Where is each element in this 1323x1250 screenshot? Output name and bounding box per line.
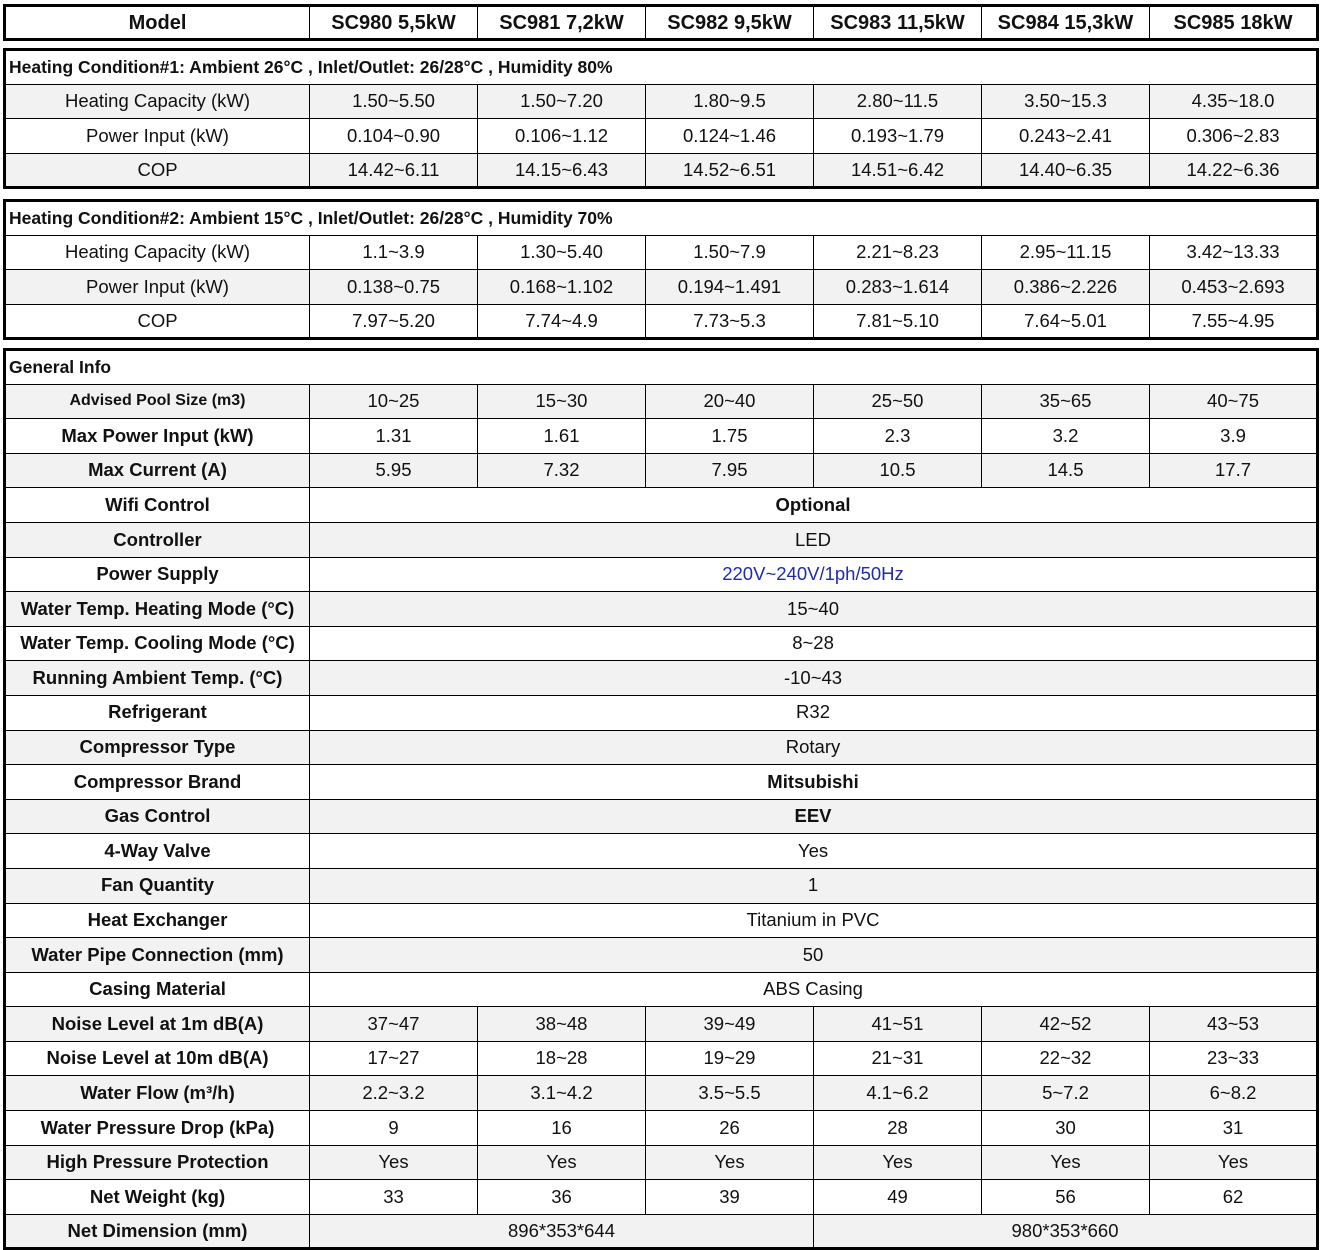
table-row (5, 304, 1318, 339)
cell: 49 (814, 1180, 982, 1215)
cell: 1.75 (646, 419, 814, 454)
row-label: Net Weight (kg) (5, 1180, 310, 1215)
table-row (5, 153, 1318, 188)
cell: 1 (310, 868, 1318, 903)
cell: Yes (310, 834, 1318, 869)
cell: 37~47 (310, 1007, 478, 1042)
cell: 56 (982, 1180, 1150, 1215)
cell: 33 (310, 1180, 478, 1215)
row-label: Power Input (kW) (5, 270, 310, 305)
table-row (5, 938, 1318, 973)
table-row (5, 557, 1318, 592)
cell: EEV (310, 799, 1318, 834)
cell: 5.95 (310, 453, 478, 488)
cell: -10~43 (310, 661, 1318, 696)
cell: 3.2 (982, 419, 1150, 454)
table-row (5, 488, 1318, 523)
general-info-title: General Info (5, 350, 1318, 385)
model-header-row (5, 6, 1318, 40)
row-label: Heating Capacity (kW) (5, 235, 310, 270)
heating-condition-2-table (3, 199, 1319, 340)
cell: LED (310, 522, 1318, 557)
cell: 2.80~11.5 (814, 84, 982, 119)
cell: 1.1~3.9 (310, 235, 478, 270)
row-label: Power Supply (5, 557, 310, 592)
row-label: Noise Level at 10m dB(A) (5, 1041, 310, 1076)
cell: 896*353*644 (310, 1214, 814, 1249)
cell: 10.5 (814, 453, 982, 488)
cell: 20~40 (646, 384, 814, 419)
cell: Yes (646, 1145, 814, 1180)
row-label: 4-Way Valve (5, 834, 310, 869)
section-title-row (5, 50, 1318, 85)
cell: 0.386~2.226 (982, 270, 1150, 305)
cell: 25~50 (814, 384, 982, 419)
cell: 14.42~6.11 (310, 153, 478, 188)
cell: 30 (982, 1111, 1150, 1146)
row-label: COP (5, 304, 310, 339)
table-row (5, 235, 1318, 270)
model-header-table (3, 4, 1319, 41)
cell: 1.61 (478, 419, 646, 454)
cell: 1.80~9.5 (646, 84, 814, 119)
cell: 5~7.2 (982, 1076, 1150, 1111)
table-row (5, 592, 1318, 627)
cell: Yes (982, 1145, 1150, 1180)
cell: 1.50~5.50 (310, 84, 478, 119)
cell: 0.104~0.90 (310, 119, 478, 154)
row-label: Running Ambient Temp. (°C) (5, 661, 310, 696)
cell: 3.1~4.2 (478, 1076, 646, 1111)
table-row (5, 1007, 1318, 1042)
cell: 6~8.2 (1150, 1076, 1318, 1111)
table-row (5, 1041, 1318, 1076)
table-row (5, 522, 1318, 557)
cell: 3.50~15.3 (982, 84, 1150, 119)
cell: 38~48 (478, 1007, 646, 1042)
section-title-row (5, 201, 1318, 236)
cell: 0.194~1.491 (646, 270, 814, 305)
cell: 7.74~4.9 (478, 304, 646, 339)
cell: 21~31 (814, 1041, 982, 1076)
cell: 3.42~13.33 (1150, 235, 1318, 270)
row-label: High Pressure Protection (5, 1145, 310, 1180)
cell: 14.51~6.42 (814, 153, 982, 188)
cell: 15~40 (310, 592, 1318, 627)
cell: 43~53 (1150, 1007, 1318, 1042)
table-row (5, 1145, 1318, 1180)
cell: 36 (478, 1180, 646, 1215)
row-label: Refrigerant (5, 695, 310, 730)
cell: Yes (1150, 1145, 1318, 1180)
cell: 7.32 (478, 453, 646, 488)
row-label: Heating Capacity (kW) (5, 84, 310, 119)
cell: 2.21~8.23 (814, 235, 982, 270)
model-name: SC985 18kW (1150, 6, 1318, 40)
cell: 14.15~6.43 (478, 153, 646, 188)
section-title-row (5, 350, 1318, 385)
model-name: SC982 9,5kW (646, 6, 814, 40)
cell: 14.5 (982, 453, 1150, 488)
row-label: Water Temp. Cooling Mode (°C) (5, 626, 310, 661)
cell: 0.243~2.41 (982, 119, 1150, 154)
cell: 7.97~5.20 (310, 304, 478, 339)
table-row (5, 419, 1318, 454)
cell: 2.3 (814, 419, 982, 454)
row-label: Power Input (kW) (5, 119, 310, 154)
cell: 1.31 (310, 419, 478, 454)
row-label: Noise Level at 1m dB(A) (5, 1007, 310, 1042)
cell: 7.55~4.95 (1150, 304, 1318, 339)
row-label: Water Pressure Drop (kPa) (5, 1111, 310, 1146)
cell: 40~75 (1150, 384, 1318, 419)
cell: 14.52~6.51 (646, 153, 814, 188)
cell: 19~29 (646, 1041, 814, 1076)
table-row (5, 1111, 1318, 1146)
row-label: Casing Material (5, 972, 310, 1007)
cell: 8~28 (310, 626, 1318, 661)
row-label: Gas Control (5, 799, 310, 834)
table-row (5, 868, 1318, 903)
cell: Yes (814, 1145, 982, 1180)
table-row (5, 695, 1318, 730)
row-label: Compressor Brand (5, 765, 310, 800)
cell: 7.81~5.10 (814, 304, 982, 339)
cell: 2.2~3.2 (310, 1076, 478, 1111)
cell: Mitsubishi (310, 765, 1318, 800)
cell: 3.5~5.5 (646, 1076, 814, 1111)
general-info-table (3, 348, 1319, 1250)
table-row (5, 1214, 1318, 1249)
table-row (5, 270, 1318, 305)
table-row (5, 799, 1318, 834)
cell: 14.22~6.36 (1150, 153, 1318, 188)
cell: 7.73~5.3 (646, 304, 814, 339)
row-label: Advised Pool Size (m3) (5, 384, 310, 419)
table-row (5, 765, 1318, 800)
model-name: SC981 7,2kW (478, 6, 646, 40)
cell: 10~25 (310, 384, 478, 419)
cell: 31 (1150, 1111, 1318, 1146)
table-row (5, 1076, 1318, 1111)
cell: 0.106~1.12 (478, 119, 646, 154)
cell: 4.1~6.2 (814, 1076, 982, 1111)
row-label: Compressor Type (5, 730, 310, 765)
cell: 0.453~2.693 (1150, 270, 1318, 305)
cell: 0.193~1.79 (814, 119, 982, 154)
cell: 7.64~5.01 (982, 304, 1150, 339)
cell: Rotary (310, 730, 1318, 765)
table-row (5, 1180, 1318, 1215)
cell: 0.306~2.83 (1150, 119, 1318, 154)
model-name: SC983 11,5kW (814, 6, 982, 40)
row-label: Water Temp. Heating Mode (°C) (5, 592, 310, 627)
cell: 41~51 (814, 1007, 982, 1042)
table-row (5, 903, 1318, 938)
cell: 42~52 (982, 1007, 1150, 1042)
cell: 1.50~7.9 (646, 235, 814, 270)
row-label: Water Flow (m³/h) (5, 1076, 310, 1111)
row-label: Max Current (A) (5, 453, 310, 488)
cell: 0.283~1.614 (814, 270, 982, 305)
table-row (5, 119, 1318, 154)
cell: 9 (310, 1111, 478, 1146)
condition-1-title: Heating Condition#1: Ambient 26°C , Inlet/Outlet: 26/28°C , Humidity 80% (5, 50, 1318, 85)
cell: 35~65 (982, 384, 1150, 419)
table-row (5, 834, 1318, 869)
cell: 17~27 (310, 1041, 478, 1076)
cell: 1.50~7.20 (478, 84, 646, 119)
cell: 28 (814, 1111, 982, 1146)
cell: 2.95~11.15 (982, 235, 1150, 270)
cell: 980*353*660 (814, 1214, 1318, 1249)
cell: 39~49 (646, 1007, 814, 1042)
cell: Yes (310, 1145, 478, 1180)
cell: 14.40~6.35 (982, 153, 1150, 188)
cell: 0.138~0.75 (310, 270, 478, 305)
model-name: SC980 5,5kW (310, 6, 478, 40)
row-label: Heat Exchanger (5, 903, 310, 938)
cell: 3.9 (1150, 419, 1318, 454)
cell: 16 (478, 1111, 646, 1146)
cell: Yes (478, 1145, 646, 1180)
cell: 220V~240V/1ph/50Hz (310, 557, 1318, 592)
row-label: COP (5, 153, 310, 188)
row-label: Fan Quantity (5, 868, 310, 903)
cell: 26 (646, 1111, 814, 1146)
table-row (5, 626, 1318, 661)
model-label: Model (5, 6, 310, 40)
condition-2-title: Heating Condition#2: Ambient 15°C , Inlet/Outlet: 26/28°C , Humidity 70% (5, 201, 1318, 236)
row-label: Water Pipe Connection (mm) (5, 938, 310, 973)
cell: 18~28 (478, 1041, 646, 1076)
row-label: Max Power Input (kW) (5, 419, 310, 454)
cell: 23~33 (1150, 1041, 1318, 1076)
cell: 1.30~5.40 (478, 235, 646, 270)
table-row (5, 661, 1318, 696)
table-row (5, 972, 1318, 1007)
cell: 0.124~1.46 (646, 119, 814, 154)
cell: 39 (646, 1180, 814, 1215)
cell: 22~32 (982, 1041, 1150, 1076)
heating-condition-1-table (3, 48, 1319, 189)
model-name: SC984 15,3kW (982, 6, 1150, 40)
cell: 50 (310, 938, 1318, 973)
table-row (5, 84, 1318, 119)
table-row (5, 384, 1318, 419)
cell: 7.95 (646, 453, 814, 488)
cell: 0.168~1.102 (478, 270, 646, 305)
cell: 15~30 (478, 384, 646, 419)
cell: Titanium in PVC (310, 903, 1318, 938)
cell: Optional (310, 488, 1318, 523)
row-label: Wifi Control (5, 488, 310, 523)
table-row (5, 730, 1318, 765)
cell: 17.7 (1150, 453, 1318, 488)
cell: 4.35~18.0 (1150, 84, 1318, 119)
row-label: Net Dimension (mm) (5, 1214, 310, 1249)
cell: ABS Casing (310, 972, 1318, 1007)
row-label: Controller (5, 522, 310, 557)
cell: R32 (310, 695, 1318, 730)
table-row (5, 453, 1318, 488)
cell: 62 (1150, 1180, 1318, 1215)
